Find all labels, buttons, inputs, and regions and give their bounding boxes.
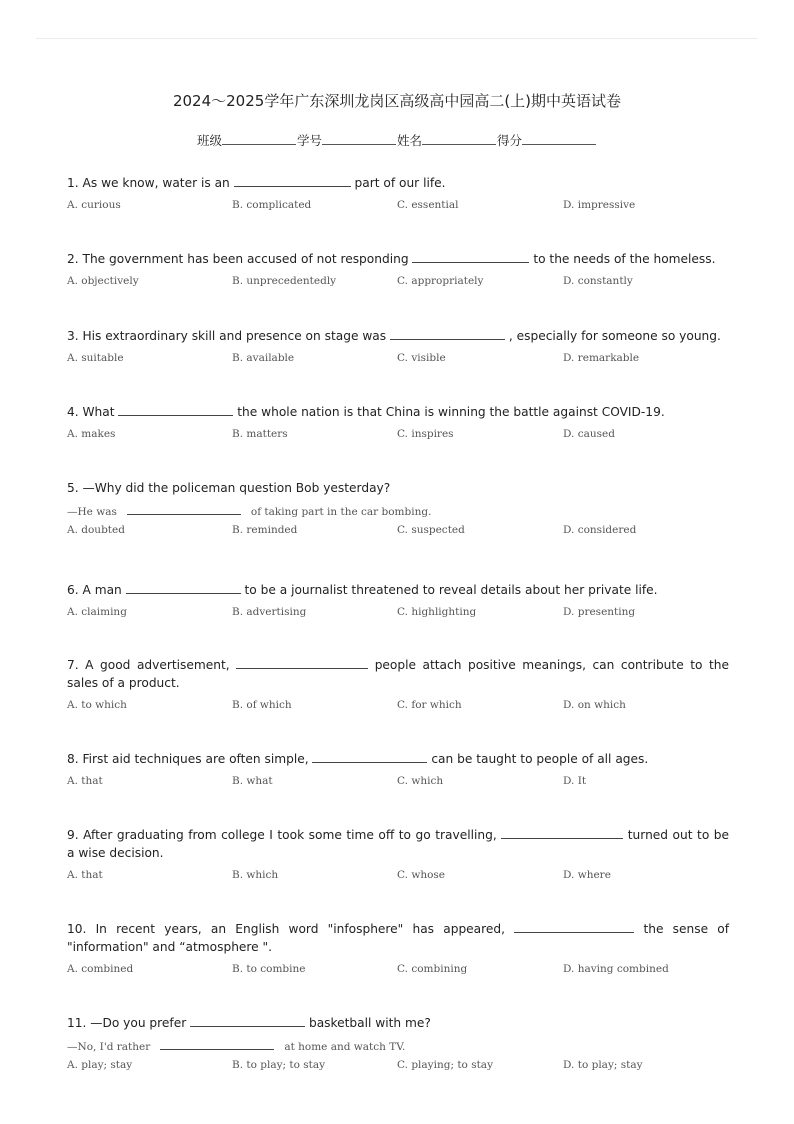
answer-blank[interactable] <box>127 503 241 515</box>
dialogue-reply <box>67 1038 729 1052</box>
option-d[interactable]: D. impressive <box>563 199 636 211</box>
stem-text: 3. His extraordinary skill and presence on stage was <box>67 329 387 343</box>
question-5 <box>67 479 729 538</box>
question-stem <box>67 479 729 497</box>
options-row <box>67 199 729 213</box>
stem-text: 4. What <box>67 405 115 419</box>
option-a[interactable]: A. doubted <box>67 524 125 536</box>
option-c[interactable]: C. which <box>397 775 444 787</box>
question-stem <box>67 919 729 956</box>
answer-blank[interactable] <box>412 249 529 263</box>
student-id-input-line[interactable] <box>322 131 396 145</box>
option-b[interactable]: B. reminded <box>232 524 298 536</box>
student-id-field <box>297 131 397 149</box>
option-b[interactable]: B. unprecedentedly <box>232 275 337 287</box>
option-d[interactable]: D. having combined <box>563 963 669 975</box>
answer-blank[interactable] <box>236 655 368 669</box>
option-b[interactable]: B. matters <box>232 428 288 440</box>
stem-text: 7. A good advertisement, <box>67 658 230 672</box>
options-row <box>67 428 729 442</box>
stem-text: 1. As we know, water is an <box>67 176 230 190</box>
answer-blank[interactable] <box>514 919 634 933</box>
option-d[interactable]: D. on which <box>563 699 626 711</box>
class-label: 班级 <box>196 133 222 148</box>
option-c[interactable]: C. combining <box>397 963 468 975</box>
stem-text: 2. The government has been accused of not responding <box>67 252 409 266</box>
score-input-line[interactable] <box>522 131 596 145</box>
stem-text: to be a journalist threatened to reveal details about her private life. <box>244 583 658 597</box>
stem-text: 6. A man <box>67 583 122 597</box>
option-a[interactable]: A. that <box>67 869 103 881</box>
option-d[interactable]: D. remarkable <box>563 352 640 364</box>
stem-text: basketball with me? <box>308 1016 431 1030</box>
option-b[interactable]: B. complicated <box>232 199 312 211</box>
options-row <box>67 699 729 713</box>
question-4 <box>67 402 729 442</box>
stem-text: 8. First aid techniques are often simple, <box>67 752 309 766</box>
option-a[interactable]: A. curious <box>67 199 121 211</box>
question-stem <box>67 402 729 421</box>
question-11 <box>67 1013 729 1073</box>
option-b[interactable]: B. which <box>232 869 279 881</box>
answer-blank[interactable] <box>190 1013 305 1027</box>
option-c[interactable]: C. inspires <box>397 428 454 440</box>
question-stem <box>67 173 729 192</box>
option-a[interactable]: A. to which <box>67 699 127 711</box>
student-id-label: 学号 <box>296 133 322 148</box>
options-row <box>67 963 729 977</box>
answer-blank[interactable] <box>234 173 351 187</box>
option-b[interactable]: B. to combine <box>232 963 306 975</box>
option-c[interactable]: C. highlighting <box>397 606 477 618</box>
stem-text: to the needs of the homeless. <box>533 252 716 266</box>
option-d[interactable]: D. caused <box>563 428 615 440</box>
option-c[interactable]: C. for which <box>397 699 462 711</box>
option-c[interactable]: C. essential <box>397 199 459 211</box>
option-d[interactable]: D. where <box>563 869 611 881</box>
question-6 <box>67 580 729 620</box>
question-stem <box>67 749 729 768</box>
question-10 <box>67 919 729 977</box>
option-a[interactable]: A. that <box>67 775 103 787</box>
question-stem <box>67 580 729 599</box>
score-label: 得分 <box>497 133 523 148</box>
answer-blank[interactable] <box>160 1038 274 1050</box>
question-stem <box>67 326 729 345</box>
stem-text: people attach positive meanings, can contribute to the sales of a product. <box>67 658 729 690</box>
option-b[interactable]: B. advertising <box>232 606 307 618</box>
answer-blank[interactable] <box>118 402 233 416</box>
option-b[interactable]: B. what <box>232 775 273 787</box>
answer-blank[interactable] <box>501 825 623 839</box>
option-b[interactable]: B. of which <box>232 699 292 711</box>
question-stem <box>67 249 729 268</box>
option-c[interactable]: C. appropriately <box>397 275 484 287</box>
reply-text: —He was <box>67 506 117 518</box>
score-field <box>497 131 597 149</box>
option-a[interactable]: A. combined <box>67 963 134 975</box>
name-label: 姓名 <box>397 133 423 148</box>
reply-text: —No, I'd rather <box>67 1041 151 1053</box>
question-1 <box>67 173 729 213</box>
top-divider <box>36 38 758 39</box>
student-info-bar <box>0 131 794 149</box>
question-stem <box>67 655 729 692</box>
dialogue-reply <box>67 503 729 517</box>
reply-text: at home and watch TV. <box>284 1041 406 1053</box>
option-c[interactable]: C. suspected <box>397 524 465 536</box>
option-d[interactable]: D. It <box>563 775 587 787</box>
options-row <box>67 869 729 883</box>
question-8 <box>67 749 729 789</box>
reply-text: of taking part in the car bombing. <box>250 506 432 518</box>
option-c[interactable]: C. playing; to stay <box>397 1059 494 1071</box>
option-d[interactable]: D. to play; stay <box>563 1059 643 1071</box>
question-2 <box>67 249 729 289</box>
page-title: 2024～2025学年广东深圳龙岗区高级高中园高二(上)期中英语试卷 <box>172 92 622 110</box>
stem-text: 11. —Do you prefer <box>67 1016 187 1030</box>
question-9 <box>67 825 729 883</box>
answer-blank[interactable] <box>312 749 427 763</box>
option-c[interactable]: C. whose <box>397 869 446 881</box>
question-stem <box>67 825 729 862</box>
question-7 <box>67 655 729 713</box>
stem-text: part of our life. <box>354 176 446 190</box>
stem-text: 9. After graduating from college I took some time off to go travelling, <box>67 828 497 842</box>
class-field <box>197 131 297 149</box>
option-d[interactable]: D. considered <box>563 524 637 536</box>
stem-text: , especially for someone so young. <box>508 329 721 343</box>
stem-text: the whole nation is that China is winning the battle against COVID-19. <box>237 405 665 419</box>
option-a[interactable]: A. suitable <box>67 352 124 364</box>
option-a[interactable]: A. makes <box>67 428 116 440</box>
stem-text: the sense of "information" and “atmosphere ". <box>67 922 730 954</box>
option-c[interactable]: C. visible <box>397 352 446 364</box>
options-row <box>67 275 729 289</box>
option-a[interactable]: A. claiming <box>67 606 127 618</box>
option-d[interactable]: D. presenting <box>563 606 636 618</box>
question-stem <box>67 1013 729 1032</box>
answer-blank[interactable] <box>390 326 505 340</box>
class-input-line[interactable] <box>222 131 296 145</box>
options-row <box>67 1059 729 1073</box>
options-row <box>67 352 729 366</box>
options-row <box>67 775 729 789</box>
question-3 <box>67 326 729 366</box>
option-d[interactable]: D. constantly <box>563 275 633 287</box>
stem-text: 5. —Why did the policeman question Bob yesterday? <box>67 481 391 495</box>
stem-text: 10. In recent years, an English word "infosphere" has appeared, <box>67 922 505 936</box>
options-row <box>67 606 729 620</box>
option-b[interactable]: B. to play; to stay <box>232 1059 326 1071</box>
stem-text: can be taught to people of all ages. <box>431 752 649 766</box>
stem-text: turned out to be a wise decision. <box>67 828 730 860</box>
option-b[interactable]: B. available <box>232 352 295 364</box>
name-field <box>397 131 497 149</box>
option-a[interactable]: A. objectively <box>67 275 139 287</box>
answer-blank[interactable] <box>126 580 241 594</box>
options-row <box>67 524 729 538</box>
option-a[interactable]: A. play; stay <box>67 1059 133 1071</box>
name-input-line[interactable] <box>422 131 496 145</box>
